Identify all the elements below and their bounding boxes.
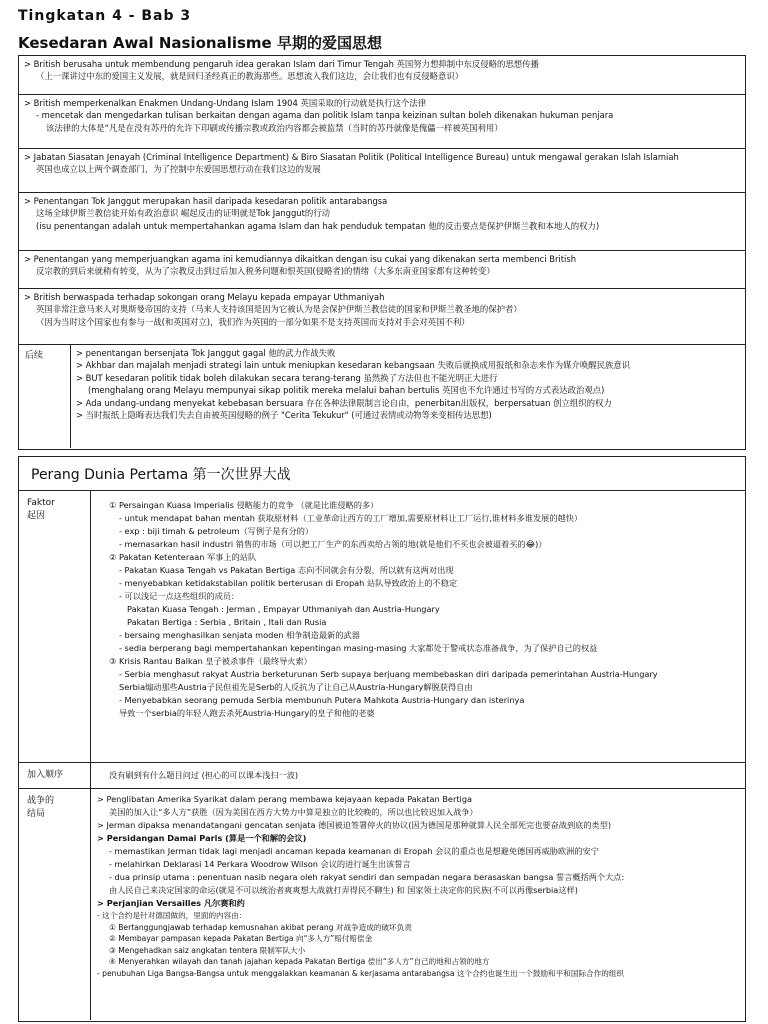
outcome-line: - memastikan Jerman tidak lagi menjadi ancaman kepada keamanan di Eropah 会议的重点也是想避免德国再威胁欧洲的安宁 [109,846,599,856]
factor-line: ③ Krisis Rantau Balkan 皇子被杀事件（最终导火索） [109,656,312,666]
outcome-label: 战争的 结局 [19,789,91,1020]
note-line: 反宗教的到后来就稍有转变，从为了宗教反击到过后加入税务问题和恨英国(侵略者)的情绪（大多东南亚国家都有这种转变） [36,266,495,277]
note-box-4 [19,193,745,251]
aftermath-line: (menghalang orang Melayu mempunyai sikap politik mereka melalui bahan bertulis 英国也不允许通过书写的方式表达政治观点) [88,385,605,396]
aftermath-line: > 当时报纸上隐晦表达我们失去自由被英国侵略的例子 "Cerita Tekukur" (可通过表情或动物等来变相传达思想) [76,410,492,421]
factor-line: Pakatan Kuasa Tengah : Jerman , Empayar Uthmaniyah dan Austria-Hungary [127,604,440,614]
outcome-line: - melahirkan Deklarasi 14 Perkara Woodrow Wilson 会议的进行诞生出该誓言 [109,859,411,869]
factor-line: Pakatan Bertiga : Serbia , Britain , Itali dan Rusia [127,617,327,627]
world-war-one-section [18,456,746,1022]
outcome-line: - dua prinsip utama : penentuan nasib negara oleh rakyat sendiri dan sempadan negara berasaskan bangsa 誓言概括两个大点: [109,872,625,882]
note-line: > Jabatan Siasatan Jenayah (Criminal Intelligence Department) & Biro Siasatan Politik (Political Intelligence Bureau) untuk mengawal gerakan Islah Islamiah [24,152,679,162]
aftermath-line: > Akhbar dan majalah menjadi strategi lain untuk meniupkan kesedaran kebangsaan 失败后就换成用报纸和杂志来作为媒介唤醒民族意识 [76,360,631,371]
factor-line: - sedia berperang bagi mempertahankan kepentingan masing-masing 大家都处于警戒状态准备战争，为了保护自己的权益 [119,643,598,653]
note-line: （上一课讲过中东的爱国主义发展，就是回归圣经真正的教海那些。思想流入我们这边，会让我们也有反侵略意识） [36,71,464,82]
note-line: 英国也成立以上两个调查部门，为了控制中东爱国思想行动在我们这边的发展 [36,164,321,175]
factor-line: - menyebabkan ketidakstabilan politik berterusan di Eropah 站队导致政治上的不稳定 [119,578,458,588]
aftermath-line: > BUT kesedaran politik tidak boleh dilakukan secara terang-terang 虽然换了方法但也不能光明正大进行 [76,372,498,383]
note-line: > British berusaha untuk membendung pengaruh idea gerakan Islam dari Timur Tengah 英国努力想抑制中东反侵略的思想传播 [24,59,539,69]
outcome-line: > Persidangan Damai Paris (算是一个和解的会议) [97,833,307,843]
factor-line: - 可以浅记一点这些组织的成员： [119,591,240,601]
note-line: > British berwaspada terhadap sokongan orang Melayu kepada empayar Uthmaniyah [24,292,385,302]
factor-line: - exp : biji timah & petroleum（写例子是有分的） [119,526,314,536]
note-line: > Penentangan yang memperjuangkan agama ini kemudiannya dikaitkan dengan isu cukai yang dikenakan serta membenci British [24,254,577,264]
outcome-line: ③ Mengehadkan saiz angkatan tentera 限制军队大小 [109,945,306,955]
factor-line: ① Persaingan Kuasa Imperialis 侵略能力的竞争 （就是比谁侵略的多） [109,500,379,510]
note-box-2 [19,95,745,149]
chapter-title: Tingkatan 4 - Bab 3 [18,8,192,24]
topic-title: Kesedaran Awal Nasionalisme 早期的爱国思想 [18,34,382,52]
outcome-line: ④ Menyerahkan wilayah dan tanah jajahan kepada Pakatan Bertiga 偿出“多人方”自己的地和占领的地方 [109,957,490,967]
factor-line: - untuk mendapat bahan mentah 获取原材料（工业革命让西方的工厂增加,需要原材料让工厂运行,谁材料多谁发展的越快） [119,513,583,523]
outcome-line: ① Bertanggungjawab terhadap kemusnahan akibat perang 对战争造成的破坏负责 [109,922,412,932]
factor-line: ② Pakatan Ketenteraan 军事上的站队 [109,552,257,562]
note-line: - mencetak dan mengedarkan tulisan berkaitan dengan agama dan politik Islam tanpa keizinan sultan boleh dikenakan hukuman penjara [36,110,614,121]
note-box-3 [19,149,745,193]
aftermath-label: 后续 [19,345,71,448]
note-line: (isu penentangan adalah untuk mempertahankan agama Islam dan hak penduduk tempatan 他的反击要点是保护伊斯兰教和本地人的权力) [36,220,600,231]
outcome-line: ② Membayar pampasan kepada Pakatan Bertiga 向“多人方”赔付赔偿金 [109,934,373,944]
join-order-row [19,763,745,789]
note-box-5 [19,251,745,289]
outcome-line: - 这个合约是针对德国做的，里面的内容由： [97,911,247,920]
outcome-line: 美国的加入让“多人方”获胜（因为美国在西方大势力中算是独立的比较晚的，所以也比较迟加入战争） [109,807,478,817]
note-line: （因为当时这个国家也有参与一战(和英国对立)，我们作为英国的一部分如果不是支持英国而支持对手会对英国不利） [36,316,470,327]
factor-line: - Serbia menghasut rakyat Austria berketurunan Serb supaya berjuang membebaskan diri daripada pemerintahan Austria-Hungary [119,669,658,679]
outcome-line: > Jerman dipaksa menandatangani gencatan senjata 德国被迫签署停火的协议(因为德国是那种就算人民全部死完也要奋战到底的类型) [97,820,612,830]
factor-line: 导致一个serbia的年轻人跑去杀死Austria-Hungary的皇子和他的老婆 [119,708,375,718]
note-line: 该法律的大体是“凡是在没有苏丹的允许下印刷或传播宗教或政治内容都会被监禁（当时的苏丹就像是傀儡一样被英国利用） [46,122,503,133]
note-line: 这场全球伊斯兰教信徒开始有政治意识 崛起反击的证明就是Tok Janggut的行动 [36,208,330,219]
islam-reform-section [18,55,746,450]
factor-line: - Pakatan Kuasa Tengah vs Pakatan Bertiga 志向不同就会有分裂，所以就有这两对出现 [119,565,454,575]
aftermath-line: > penentangan bersenjata Tok Janggut gagal 他的武力作战失败 [76,348,336,358]
aftermath-line: > Ada undang-undang menyekat kebebasan bersuara 存在各种法律限制言论自由，penerbitan出版权，berpersatuan 创立组织的权力 [76,397,612,408]
factor-line: - bersaing menghasilkan senjata moden 相争制造最新的武器 [119,630,360,640]
outcome-line: > Penglibatan Amerika Syarikat dalam perang membawa kejayaan kepada Pakatan Bertiga [97,794,473,804]
note-line: > Penentangan Tok Janggut merupakan hasil daripada kesedaran politik antarabangsa [24,196,388,206]
factor-line: - memasarkan hasil industri 销售的市场（可以把工厂生产的东西卖给占领的地(就是他们不买也会被逼着买的😂)） [119,539,547,549]
factor-row [19,491,745,763]
outcome-line: - penubuhan Liga Bangsa-Bangsa untuk menggalakkan keamanan & kerjasama antarabangsa 这个合约也诞生出一个鼓励和平和国际合作的组织 [97,968,624,978]
factor-label: Faktor 起因 [19,491,91,762]
note-box-6 [19,289,745,345]
section-heading: Perang Dunia Pertama 第一次世界大战 [19,457,745,491]
factor-line: - Menyebabkan seorang pemuda Serbia membunuh Putera Mahkota Austria-Hungary dan isterinya [119,695,525,705]
factor-line: Serbia煽动那些Austria子民但祖先是Serb的人反抗为了让自己从Austria-Hungary解脱获得自由 [119,682,473,692]
note-line: 英国非常注意马来人对奥斯曼帝国的支持（马来人支持该国是因为它被认为是会保护伊斯兰教信徒的国家和伊斯兰教圣地的保护者） [36,304,522,315]
join-order-label: 加入顺序 [19,763,91,788]
join-order-line: 没有刷到有什么题目问过 (担心的可以课本浅扫一波) [109,770,299,780]
aftermath-box [19,345,745,448]
outcome-line: 由人民自己来决定国家的命运(就是不可以统治者爽爽想大战就打弄得民不聊生) 和 国家领土决定你的民族(不可以再像serbia这样) [109,885,578,895]
outcome-row [19,789,745,1020]
note-line: > British memperkenalkan Enakmen Undang-Undang Islam 1904 英国采取的行动就是执行这个法律 [24,98,427,108]
note-box-1 [19,56,745,95]
outcome-line: > Perjanjian Versailles 凡尔赛和约 [97,898,245,908]
